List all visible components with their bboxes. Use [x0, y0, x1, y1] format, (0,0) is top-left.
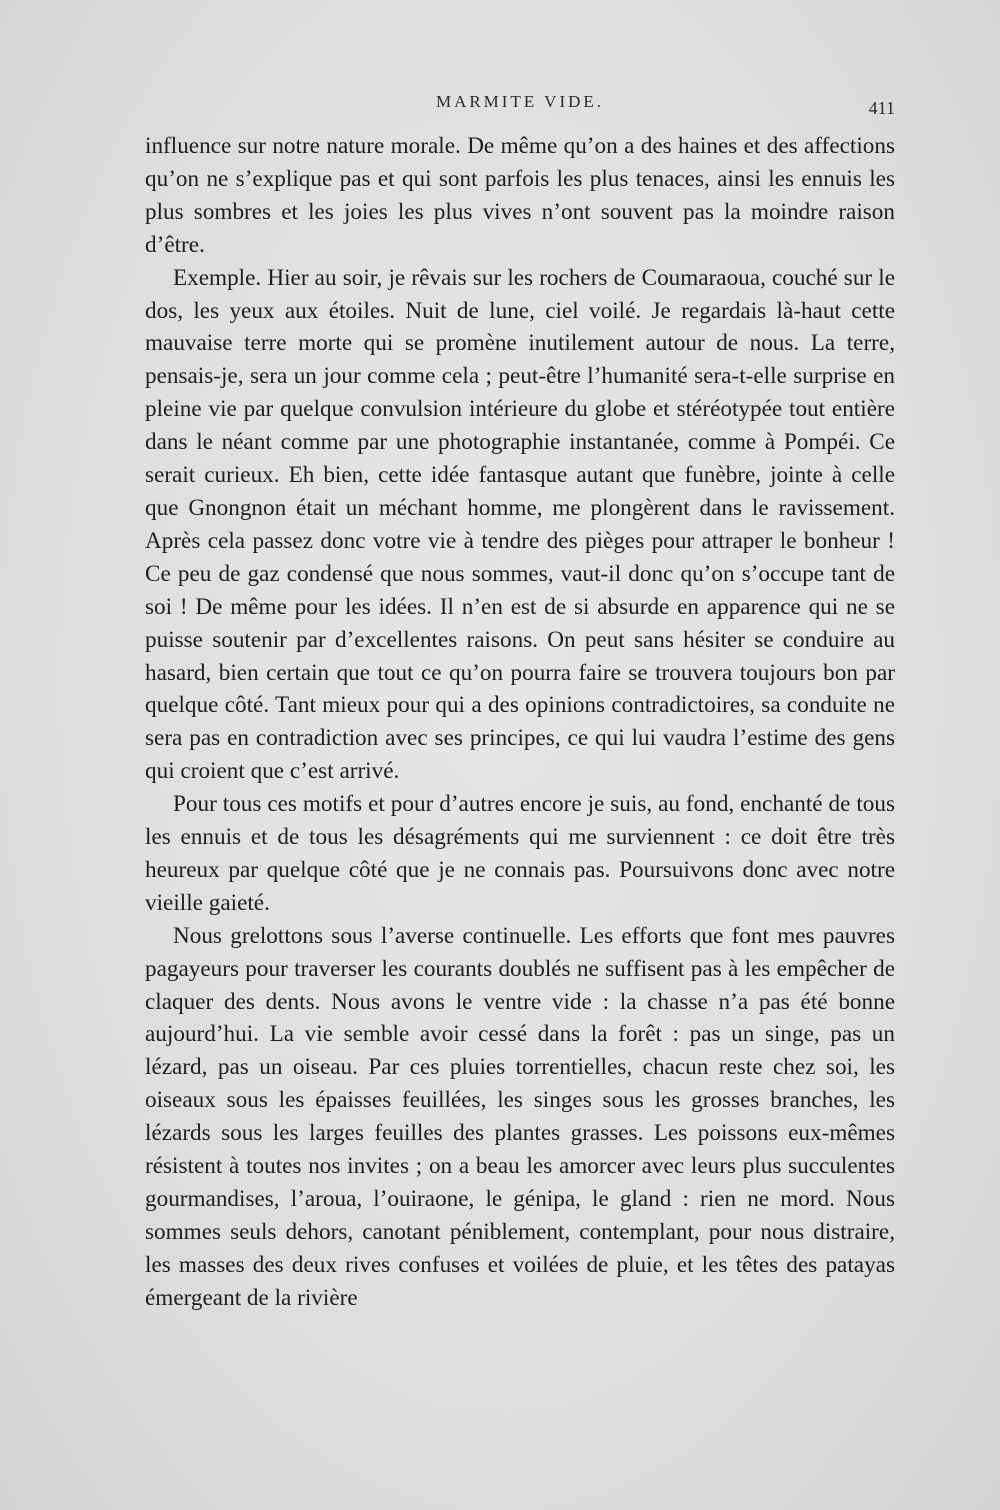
page-number: 411: [868, 98, 895, 118]
paragraph: Exemple. Hier au soir, je rêvais sur les rochers de Coumaraoua, couché sur le dos, les yeux aux étoiles. Nuit de lune, ciel voilé. Je regardais là-haut cette mauvaise terre morte qui se promène inutilement autour de nous. La terre, pensais-je, sera un jour comme cela ; peut-être l’humanité sera-t-elle surprise en pleine vie par quelque convulsion intérieure du globe et stéréotypée tout entière dans le néant comme par une photographie instantanée, comme à Pompéi. Ce serait curieux. Eh bien, cette idée fantasque autant que funèbre, jointe à celle que Gnongnon était un méchant homme, me plongèrent dans le ravissement. Après cela passez donc votre vie à tendre des pièges pour attraper le bonheur ! Ce peu de gaz condensé que nous sommes, vaut-il donc qu’on s’occupe tant de soi ! De même pour les idées. Il n’en est de si absurde en apparence qui ne se puisse soutenir par d’excellentes raisons. On peut sans hésiter se conduire au hasard, bien certain que tout ce qu’on pourra faire se trouvera toujours bon par quelque côté. Tant mieux pour qui a des opinions contradictoires, sa conduite ne sera pas en contradiction avec ses principes, ce qui lui vaudra l’estime des gens qui croient que c’est arrivé.: [145, 264, 895, 785]
paragraph: Nous grelottons sous l’averse continuelle. Les efforts que font mes pauvres pagayeurs pour traverser les courants doublés ne suffisent pas à les empêcher de claquer des dents. Nous avons le ventre vide : la chasse n’a pas été bonne aujourd’hui. La vie semble avoir cessé dans la forêt : pas un singe, pas un lézard, pas un oiseau. Par ces pluies torrentielles, chacun reste chez soi, les oiseaux sous les épaisses feuillées, les singes sous les grosses branches, les lézards sous les larges feuilles des plantes grasses. Les poissons eux-mêmes résistent à toutes nos invites ; on a beau les amorcer avec leurs plus succulentes gourmandises, l’aroua, l’ouiraone, le génipa, le gland : rien ne mord. Nous sommes seuls dehors, canotant péniblement, contemplant, pour nous distraire, les masses des deux rives confuses et voilées de pluie, et les têtes des patayas émergeant de la rivière: [145, 922, 895, 1311]
running-head: [145, 92, 895, 122]
paragraph-continued: influence sur notre nature morale. De même qu’on a des haines et des affections qu’on ne s’explique pas et qui sont parfois les plus tenaces, ainsi les ennuis les plus sombres et les joies les plus vives n’ont souvent pas la moindre raison d’être.: [145, 133, 895, 258]
running-title: MARMITE VIDE.: [435, 92, 605, 111]
paragraph: Pour tous ces motifs et pour d’autres encore je suis, au fond, enchanté de tous les ennuis et de tous les désagréments qui me surviennent : ce doit être très heureux par quelque côté que je ne connais pas. Poursuivons donc avec notre vieille gaieté.: [145, 791, 895, 916]
body-text: [145, 130, 895, 1315]
